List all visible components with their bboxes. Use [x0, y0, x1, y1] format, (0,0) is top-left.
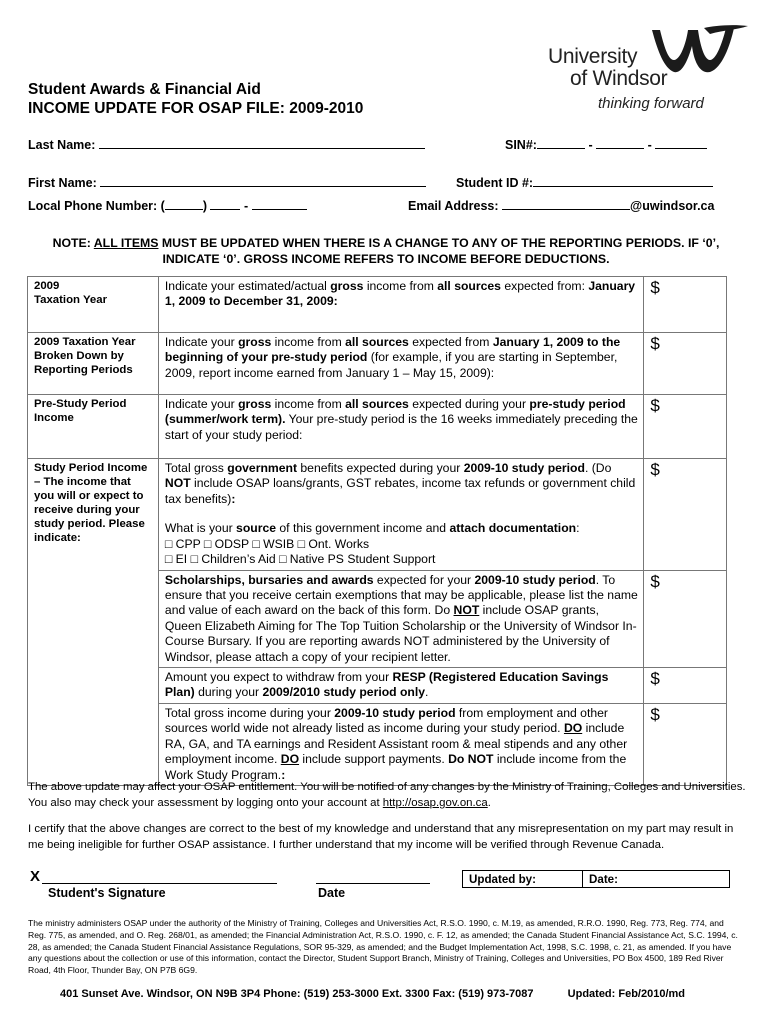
sin-input-3[interactable]	[655, 136, 707, 149]
osap-notice-paragraph: The above update may affect your OSAP entitlement. You will be notified of any changes by the Ministry of Training, Colleges and Universities. You also may check your assessment by logging onto your account at http://osap.gov.on.ca.	[28, 781, 746, 809]
legal-notice: The ministry administers OSAP under the authority of the Ministry of Training, Colleges and Universities Act, R.S.O. 1990, c. M.19, as amended, R.R.O. 1990, Reg. 773, Reg. 774, and Reg. 775, as amended, and O. Reg. 268/01, as amended; the Financial Administration Act, R.S.O. 1990, c. F. 12, as amended; the Canada Student Financial Assistance Act, S.C. 1994, c. 28, as amended; the Canada Student Financial Assistance Regulations, SOR 95-329, as amended; and the Budget Implementation Act, 1998, S.C. 1998, c. 21, as amended. If you have any questions about the collection or use of this information, contact the Director, Student Support Branch, Ministry of Training, Colleges and Universities, PO Box 4500, 189 Red River Road, 4th Floor, Thunder Bay, ON P7B 6G9.	[28, 918, 738, 976]
row-label-text: Taxation Year	[34, 294, 108, 306]
phone-area-input[interactable]	[165, 197, 203, 210]
amount-input[interactable]	[644, 277, 727, 333]
amount-input[interactable]	[644, 703, 727, 785]
row-desc-government: Total gross government benefits expected during your 2009-10 study period. (Do NOT include OSAP loans/grants, GST rebates, income tax refunds or government child tax benefits): What is your source of this government income and attach documentation: □ CPP □ ODSP □ WSIB □ Ont. Works □ EI □ Children’s Aid □ Native PS Student Support	[158, 459, 643, 571]
student-id-field	[456, 174, 713, 191]
phone-field	[28, 197, 307, 214]
table-row	[28, 333, 727, 395]
form-title	[28, 80, 363, 118]
student-signature-label: Student's Signature	[48, 886, 166, 900]
sin-input-1[interactable]	[537, 136, 585, 149]
signature-x-mark: X	[30, 868, 41, 885]
first-name-label: First Name:	[28, 176, 97, 190]
sin-separator: -	[588, 138, 593, 152]
sin-field	[505, 136, 707, 153]
sin-label: SIN#:	[505, 138, 537, 152]
date-label: Date	[318, 886, 346, 900]
date-input[interactable]	[316, 883, 430, 884]
table-row	[28, 277, 727, 333]
certification-paragraph: I certify that the above changes are correct to the best of my knowledge and understand that any misrepresentation on my part may result in me being ineligible for further OSAP assistance. I further understand that my income will be verified through Revenue Canada.	[28, 823, 734, 851]
row-desc-prestudy: Indicate your gross income from all sources expected during your pre-study period (summer/work term). Your pre-study period is the 16 weeks immediately preceding the start of your study period:	[158, 395, 643, 459]
amount-input[interactable]	[644, 395, 727, 459]
dollar-sign: $	[650, 334, 660, 353]
form-title-line2: INCOME UPDATE FOR OSAP FILE: 2009-2010	[28, 100, 364, 117]
amount-input[interactable]	[644, 570, 727, 667]
note-all-items: ALL ITEMS	[93, 236, 159, 250]
sin-input-2[interactable]	[596, 136, 644, 149]
university-logo	[548, 22, 748, 118]
row-desc-employment: Total gross income during your 2009-10 study period from employment and other sources world wide not already listed as income during your study period. DO include RA, GA, and TA earnings and Resident Assistant room & meal stipends and any other employment income. DO include support payments. Do NOT include income from the Work Study Program.:	[158, 703, 643, 785]
updated-by-cell[interactable]: Updated by:	[463, 871, 583, 888]
row-label-breakdown: 2009 Taxation Year Broken Down by Reporting Periods	[28, 333, 159, 395]
amount-input[interactable]	[644, 459, 727, 571]
email-label: Email Address:	[408, 199, 499, 213]
government-source-options[interactable]: □ CPP □ ODSP □ WSIB □ Ont. Works	[164, 536, 370, 551]
email-input[interactable]	[502, 197, 630, 210]
footer-updated: Updated: Feb/2010/md	[567, 988, 686, 1000]
row-desc-scholarships: Scholarships, bursaries and awards expected for your 2009-10 study period. To ensure that you receive certain exemptions that may be applicable, please list the name and value of each award on the back of this form. Do NOT include OSAP grants, Queen Elizabeth Aiming for The Top Tuition Scholarship or the University of Windsor In-Course Bursary. If you are reporting awards NOT administered by the University of Windsor, please attach a copy of your recipient letter.	[158, 570, 643, 667]
phone-separator: -	[243, 199, 249, 213]
dollar-sign: $	[650, 669, 660, 689]
dollar-sign: $	[650, 460, 660, 479]
form-title-line1: Student Awards & Financial Aid	[28, 81, 261, 98]
update-note	[30, 235, 742, 267]
row-label-text: 2009	[34, 280, 60, 292]
logo-university: University	[548, 45, 638, 68]
logo-of-windsor: of Windsor	[570, 67, 668, 90]
dollar-sign: $	[650, 571, 660, 591]
phone-label: Local Phone Number: (	[28, 199, 165, 213]
email-field	[408, 197, 714, 214]
note-prefix: NOTE:	[52, 236, 94, 250]
row-desc-resp: Amount you expect to withdraw from your RESP (Registered Education Savings Plan) during your 2009/2010 study period only.	[158, 668, 643, 704]
phone-prefix-input[interactable]	[210, 197, 240, 210]
row-label-2009	[28, 277, 159, 333]
income-table	[27, 276, 727, 786]
note-rest: MUST BE UPDATED WHEN THERE IS A CHANGE TO ANY OF THE REPORTING PERIODS. IF ‘0’, INDICATE ‘0’. GROSS INCOME REFERS TO INCOME BEFORE DEDUCTIONS.	[158, 236, 720, 266]
last-name-field	[28, 136, 425, 153]
dollar-sign: $	[650, 278, 660, 297]
dollar-sign: $	[650, 396, 660, 415]
email-domain: @uwindsor.ca	[630, 199, 715, 213]
footer	[60, 988, 685, 1000]
first-name-field	[28, 174, 426, 191]
footer-address: 401 Sunset Ave. Windsor, ON N9B 3P4 Phone: (519) 253-3000 Ext. 3300 Fax: (519) 973-7087	[60, 988, 534, 1000]
updated-date-cell[interactable]: Date:	[583, 871, 730, 888]
student-id-input[interactable]	[533, 174, 713, 187]
table-row	[28, 395, 727, 459]
row-desc-breakdown: Indicate your gross income from all sources expected from January 1, 2009 to the beginning of your pre-study period (for example, if you are starting in September, 2009, report income earned from January 1 – May 15, 2009):	[158, 333, 643, 395]
row-desc-2009: Indicate your estimated/actual gross income from all sources expected from: January 1, 2009 to December 31, 2009:	[158, 277, 643, 333]
phone-close-paren: )	[202, 199, 207, 213]
first-name-input[interactable]	[100, 174, 426, 187]
amount-input[interactable]	[644, 333, 727, 395]
government-source-options[interactable]: □ EI □ Children’s Aid □ Native PS Student Support	[164, 552, 436, 567]
phone-line-input[interactable]	[252, 197, 307, 210]
last-name-input[interactable]	[99, 136, 425, 149]
logo-tagline: thinking forward	[598, 95, 704, 112]
dollar-sign: $	[650, 704, 660, 724]
table-row	[28, 459, 727, 571]
row-label-prestudy: Pre-Study Period Income	[28, 395, 159, 459]
sin-separator: -	[647, 138, 652, 152]
student-id-label: Student ID #:	[456, 176, 534, 190]
last-name-label: Last Name:	[28, 138, 96, 152]
row-label-study-period: Study Period Income – The income that you will or expect to receive during your study period. Please indicate:	[28, 459, 159, 786]
office-use-table	[462, 870, 730, 888]
signature-input[interactable]	[42, 883, 277, 884]
amount-input[interactable]	[644, 668, 727, 704]
osap-link[interactable]: http://osap.gov.on.ca	[382, 796, 488, 809]
